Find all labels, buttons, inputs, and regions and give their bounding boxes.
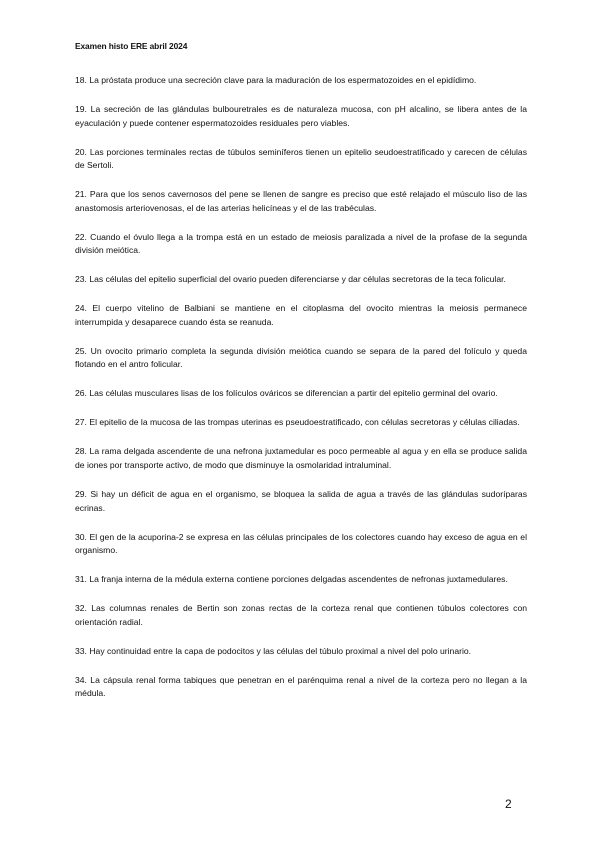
question-25: 25. Un ovocito primario completa la segunda división meiótica cuando se separa de la pared del folículo y queda flotando en el antro folicular. xyxy=(75,345,527,370)
question-30: 30. El gen de la acuporina-2 se expresa en las células principales de los colectores cuando hay exceso de agua en el organismo. xyxy=(75,531,527,556)
question-24: 24. El cuerpo vitelino de Balbiani se mantiene en el citoplasma del ovocito mientras la meiosis permanece interrumpida y desaparece cuando ésta se reanuda. xyxy=(75,303,527,327)
question-32: 32. Las columnas renales de Bertin son zonas rectas de la corteza renal que contienen túbulos colectores con orientación radial. xyxy=(75,603,527,627)
question-34: 34. La cápsula renal forma tabiques que penetran en el parénquima renal a nivel de la corteza pero no llegan a la médula. xyxy=(75,674,527,699)
question-27: 27. El epitelio de la mucosa de las trompas uterinas es pseudoestratificado, con células secretoras y células ciliadas. xyxy=(75,417,520,428)
question-33: 33. Hay continuidad entre la capa de podocitos y las células del túbulo proximal a nivel del polo urinario. xyxy=(75,645,472,656)
question-29: 29. Si hay un déficit de agua en el organismo, se bloquea la salida de agua a través de las glándulas sudoríparas ecrinas. xyxy=(75,488,527,513)
question-28: 28. La rama delgada ascendente de una nefrona juxtamedular es poco permeable al agua y en ella se produce salida de iones por transporte activo, de modo que disminuye la osmolaridad intraluminal. xyxy=(75,446,527,470)
question-18: 18. La próstata produce una secreción clave para la maduración de los espermatozoides en el epidídimo. xyxy=(75,75,477,85)
question-26: 26. Las células musculares lisas de los folículos ováricos se diferencian a partir del epitelio germinal del ovario. xyxy=(75,388,498,399)
question-20: 20. Las porciones terminales rectas de túbulos seminíferos tienen un epitelio seudoestratificado y carecen de células de Sertoli. xyxy=(75,146,527,171)
question-22: 22. Cuando el óvulo llega a la trompa está en un estado de meiosis paralizada a nivel de la profase de la segunda división meiótica. xyxy=(75,231,527,256)
page-number: 2 xyxy=(505,797,512,811)
question-31: 31. La franja interna de la médula externa contiene porciones delgadas ascendentes de nefronas juxtamedulares. xyxy=(75,574,508,585)
question-list xyxy=(75,74,527,716)
question-23: 23. Las células del epitelio superficial del ovario pueden diferenciarse y dar células secretoras de la teca folicular. xyxy=(75,274,506,285)
question-21: 21. Para que los senos cavernosos del pene se llenen de sangre es preciso que esté relajado el músculo liso de las anastomosis arteriovenosas, el de las arterias helicíneas y el de las trabéculas. xyxy=(75,189,527,213)
exam-header-title: Examen histo ERE abril 2024 xyxy=(75,41,188,51)
question-19: 19. La secreción de las glándulas bulbouretrales es de naturaleza mucosa, con pH alcalino, se libera antes de la eyaculación y puede contener espermatozoides residuales pero viables. xyxy=(75,103,527,128)
